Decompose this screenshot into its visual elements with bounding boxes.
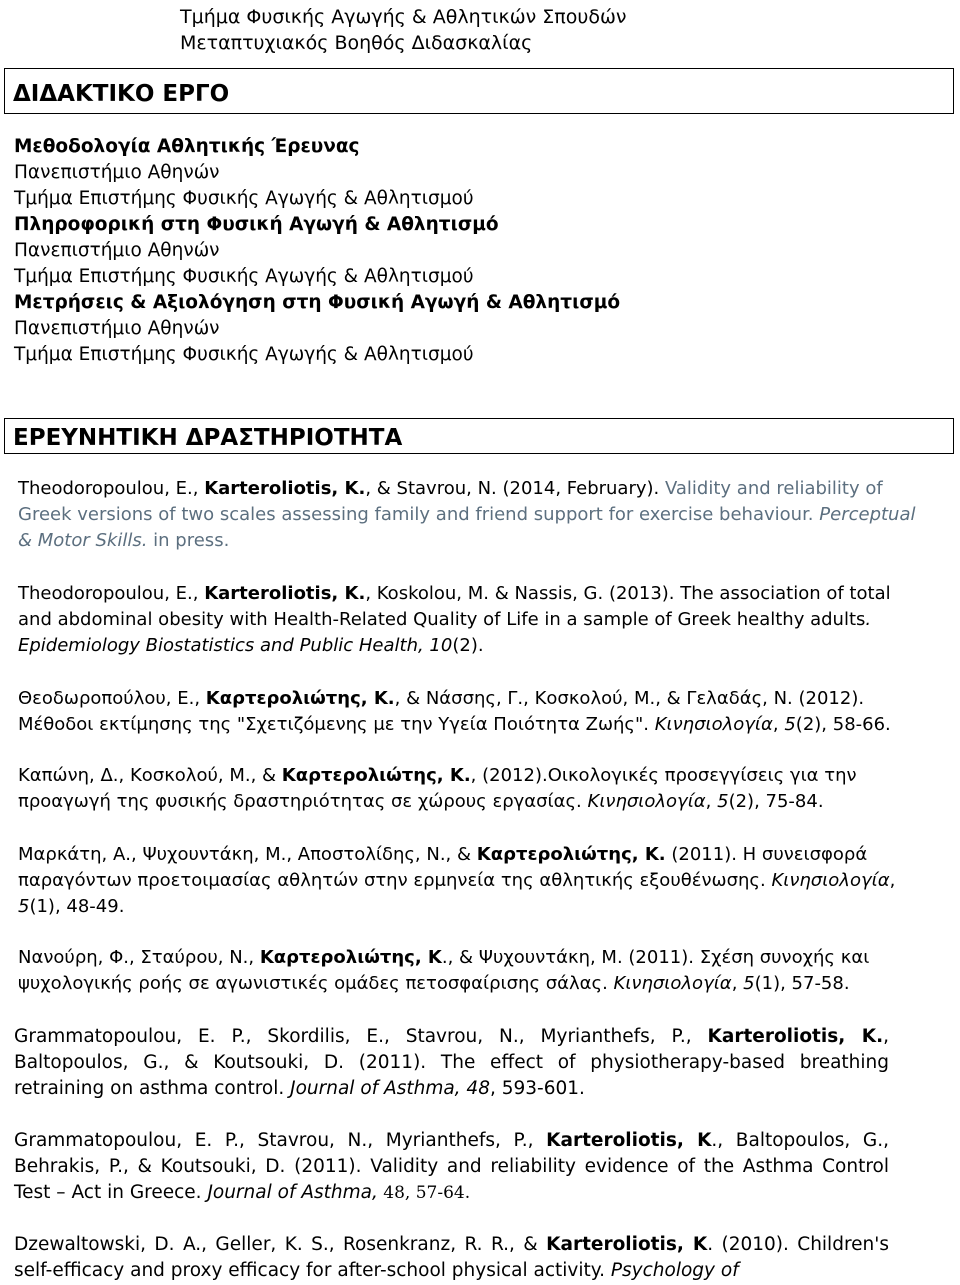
pub-title: Validity and reliability of Greek versions of two scales assessing family and friend support for exercise behaviour. — [18, 478, 883, 525]
pub-status: in press. — [147, 530, 230, 551]
pub-journal: Psychology of — [610, 1260, 739, 1281]
pub-journal: Journal of Asthma, — [207, 1182, 378, 1203]
course-university: Πανεπιστήμιο Αθηνών — [14, 240, 220, 261]
pub-authors: Μαρκάτη, Α., Ψυχουντάκη, Μ., Αποστολίδης, Ν., & — [18, 844, 477, 865]
pub-authors-rest: ., & Ψυχουντάκη, Μ. (2011). Σχέση συνοχής και ψυχολογικής ροής σε αγωνιστικές ομάδες πετοσφαίρισης σάλας. — [18, 947, 870, 994]
pub-year: (2013). — [608, 583, 675, 604]
publication-entry — [18, 763, 928, 815]
pub-pages: (2), 58-66. — [795, 714, 891, 735]
pub-authors: Νανούρη, Φ., Σταύρου, Ν., — [18, 947, 260, 968]
pub-authors-rest: . (2010). Children's self-efficacy and proxy efficacy for after-school physical activity. — [14, 1234, 889, 1281]
course-name: Μετρήσεις & Αξιολόγηση στη Φυσική Αγωγή & Αθλητισμό — [14, 292, 621, 313]
publication-entry — [14, 1232, 889, 1284]
course-entry — [14, 290, 620, 368]
section-title-teaching: ΔΙΔΑΚΤΙΚΟ ΕΡΓΟ — [4, 68, 954, 114]
header-department: Τμήμα Φυσικής Αγωγής & Αθλητικών Σπουδών — [180, 6, 627, 28]
header-position: Μεταπτυχιακός Βοηθός Διδασκαλίας — [180, 32, 533, 54]
pub-journal: Κινησιολογία — [587, 791, 706, 812]
course-entry — [14, 212, 620, 290]
course-university: Πανεπιστήμιο Αθηνών — [14, 162, 220, 183]
pub-author-highlight: Karteroliotis, K. — [204, 478, 366, 499]
pub-journal: Perceptual & Motor Skills. — [18, 504, 916, 551]
course-department: Τμήμα Επιστήμης Φυσικής Αγωγής & Αθλητισμού — [14, 188, 474, 209]
pub-journal: Κινησιολογία — [613, 973, 732, 994]
pub-authors: Grammatopoulou, E. P., Stavrou, N., Myrianthefs, P., — [14, 1130, 547, 1151]
teaching-list — [14, 134, 620, 368]
pub-authors-rest: , (2012).Οικολογικές προσεγγίσεις για την προαγωγή της φυσικής δραστηριότητας σε χώρους εργασίας. — [18, 765, 857, 812]
course-department: Τμήμα Επιστήμης Φυσικής Αγωγής & Αθλητισμού — [14, 266, 474, 287]
pub-volume: 5 — [784, 714, 796, 735]
course-name: Πληροφορική στη Φυσική Αγωγή & Αθλητισμό — [14, 214, 499, 235]
pub-sep: , — [705, 791, 718, 812]
pub-pages: (1), 48-49. — [29, 896, 125, 917]
pub-authors: Grammatopoulou, E. P., Skordilis, E., Stavrou, N., Myrianthefs, P., — [14, 1026, 708, 1047]
pub-authors: Theodoropoulou, E., — [18, 478, 205, 499]
publication-entry — [18, 842, 928, 920]
pub-pages: (1), 57-58. — [754, 973, 850, 994]
publication-entry — [18, 476, 928, 554]
pub-author-highlight: Καρτερολιώτης, Κ — [259, 947, 442, 968]
pub-author-highlight: Καρτερολιώτης, Κ. — [205, 688, 395, 709]
pub-sep: , — [731, 973, 744, 994]
pub-authors-rest: , Baltopoulos, G., & Koutsouki, D. (2011). The effect of physiotherapy-based breathing retraining on asthma control. — [14, 1026, 890, 1099]
pub-sep: , — [889, 870, 896, 891]
pub-volume: 5 — [717, 791, 729, 812]
pub-journal: Κινησιολογία — [654, 714, 773, 735]
pub-author-highlight: Karteroliotis, K — [546, 1130, 712, 1151]
pub-pages: 48, 57-64. — [377, 1183, 471, 1203]
pub-authors-rest: , & Νάσσης, Γ., Κοσκολού, Μ., & Γελαδάς, Ν. (2012). Μέθοδοι εκτίμησης της "Σχετιζόμενης με την Υγεία Ποιότητα Ζωής". — [18, 688, 865, 735]
publication-entry — [18, 581, 928, 659]
course-department: Τμήμα Επιστήμης Φυσικής Αγωγής & Αθλητισμού — [14, 344, 474, 365]
course-university: Πανεπιστήμιο Αθηνών — [14, 318, 220, 339]
pub-authors-rest: , & Stavrou, N. — [365, 478, 503, 499]
publication-entry — [18, 945, 928, 997]
pub-issue: (2). — [452, 635, 484, 656]
pub-authors: Θεοδωροπούλου, Ε., — [18, 688, 206, 709]
pub-author-highlight: Καρτερολιώτης, Κ. — [476, 844, 666, 865]
publication-entry — [18, 686, 928, 738]
pub-journal: Journal of Asthma, 48 — [290, 1078, 490, 1099]
course-entry — [14, 134, 620, 212]
pub-authors: Dzewaltowski, D. A., Geller, K. S., Rosenkranz, R. R., & — [14, 1234, 547, 1255]
pub-authors-rest: , Koskolou, M. & Nassis, G. — [365, 583, 609, 604]
pub-authors-rest: (2011). Η συνεισφορά παραγόντων προετοιμασίας αθλητών στην ερμηνεία της αθλητικής εξουθένωσης. — [18, 844, 868, 891]
pub-authors-rest: ., Baltopoulos, G., Behrakis, P., & Koutsouki, D. (2011). Validity and reliability evidence of the Asthma Control Test – Act in Greece. — [14, 1130, 890, 1203]
pub-volume: 5 — [743, 973, 755, 994]
pub-title: The association of total and abdominal obesity with Health-Related Quality of Life in a sample of Greek healthy adults — [18, 583, 891, 630]
pub-author-highlight: Karteroliotis, K. — [707, 1026, 884, 1047]
publication-entry — [14, 1024, 889, 1102]
pub-volume: 5 — [18, 896, 30, 917]
pub-journal: . Epidemiology Biostatistics and Public Health, 10 — [18, 609, 872, 656]
course-name: Μεθοδολογία Αθλητικής Έρευνας — [14, 136, 360, 157]
pub-sep: , — [772, 714, 785, 735]
pub-year: (2014, February). — [502, 478, 660, 499]
pub-author-highlight: Karteroliotis, K. — [204, 583, 366, 604]
pub-journal: Κινησιολογία — [771, 870, 890, 891]
pub-pages: (2), 75-84. — [728, 791, 824, 812]
pub-pages: , 593-601. — [489, 1078, 585, 1099]
section-title-research: ΕΡΕΥΝΗΤΙΚΗ ΔΡΑΣΤΗΡΙΟΤΗΤΑ — [4, 418, 954, 454]
pub-author-highlight: Καρτερολιώτης, Κ. — [281, 765, 471, 786]
page-header — [180, 4, 626, 56]
pub-authors: Καπώνη, Δ., Κοσκολού, Μ., & — [18, 765, 282, 786]
publication-entry — [14, 1128, 889, 1206]
pub-authors: Theodoropoulou, E., — [18, 583, 205, 604]
pub-author-highlight: Karteroliotis, K — [546, 1234, 708, 1255]
